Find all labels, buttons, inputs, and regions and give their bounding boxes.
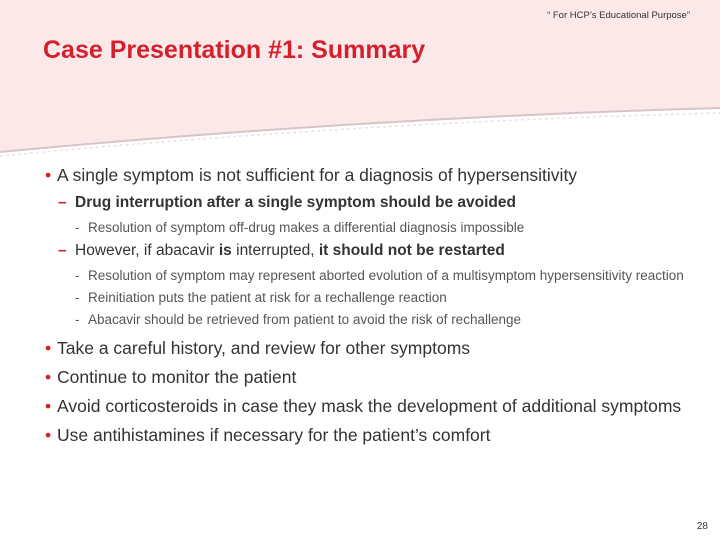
bullet-marker: • <box>45 396 52 416</box>
bullet-text: Continue to monitor the patient <box>57 367 297 387</box>
bullet-text: A single symptom is not sufficient for a diagnosis of hypersensitivity <box>57 165 578 185</box>
bullet-diagnosis <box>45 164 695 187</box>
subsub-bullet-retrieve-abacavir <box>45 310 695 329</box>
bullet-history <box>45 337 695 360</box>
bullet-marker: • <box>45 165 52 185</box>
subsub-bullet-text: Reinitiation puts the patient at risk for a rechallenge reaction <box>88 290 447 305</box>
subsub-bullet-reinitiation <box>45 288 695 307</box>
slide-content <box>45 164 695 447</box>
bullet-corticosteroids <box>45 395 695 418</box>
bullet-marker: • <box>45 367 52 387</box>
subsub-bullet-text: Resolution of symptom may represent aborted evolution of a multisymptom hypersensitivity reaction <box>88 268 684 283</box>
bullet-marker: • <box>45 425 52 445</box>
sub-bullet-text-part: However, if abacavir <box>75 242 219 259</box>
subsub-bullet-resolution <box>45 218 695 237</box>
bullet-text: Use antihistamines if necessary for the patient’s comfort <box>57 425 491 445</box>
subsub-bullet-marker: - <box>75 290 80 305</box>
subsub-bullet-marker: - <box>75 312 80 327</box>
subsub-bullet-marker: - <box>75 220 80 235</box>
slide-title: Case Presentation #1: Summary <box>43 36 426 64</box>
subsub-bullet-text: Resolution of symptom off-drug makes a differential diagnosis impossible <box>88 220 525 235</box>
sub-bullet-avoid-interruption <box>45 193 695 213</box>
sub-bullet-marker: – <box>58 194 67 211</box>
sub-bullet-text-bold: it should not be restarted <box>318 242 505 259</box>
sub-bullet-text-bold: is <box>218 242 232 259</box>
sub-bullet-text: Drug interruption after a single symptom should be avoided <box>75 194 516 211</box>
educational-purpose-notice: “ For HCP’s Educational Purpose” <box>547 10 690 21</box>
bullet-monitor <box>45 366 695 389</box>
sub-bullet-text-part: interrupted, <box>231 242 319 259</box>
subsub-bullet-marker: - <box>75 268 80 283</box>
bullet-text: Avoid corticosteroids in case they mask the development of additional symptoms <box>57 396 682 416</box>
subsub-bullet-aborted-evolution <box>45 266 695 285</box>
sub-bullet-marker: – <box>58 242 67 259</box>
bullet-marker: • <box>45 338 52 358</box>
bullet-antihistamines <box>45 424 695 447</box>
sub-bullet-abacavir-interrupted <box>45 241 695 261</box>
page-number: 28 <box>696 521 708 532</box>
subsub-bullet-text: Abacavir should be retrieved from patient to avoid the risk of rechallenge <box>88 312 521 327</box>
header-background <box>0 0 720 160</box>
bullet-text: Take a careful history, and review for other symptoms <box>57 338 471 358</box>
